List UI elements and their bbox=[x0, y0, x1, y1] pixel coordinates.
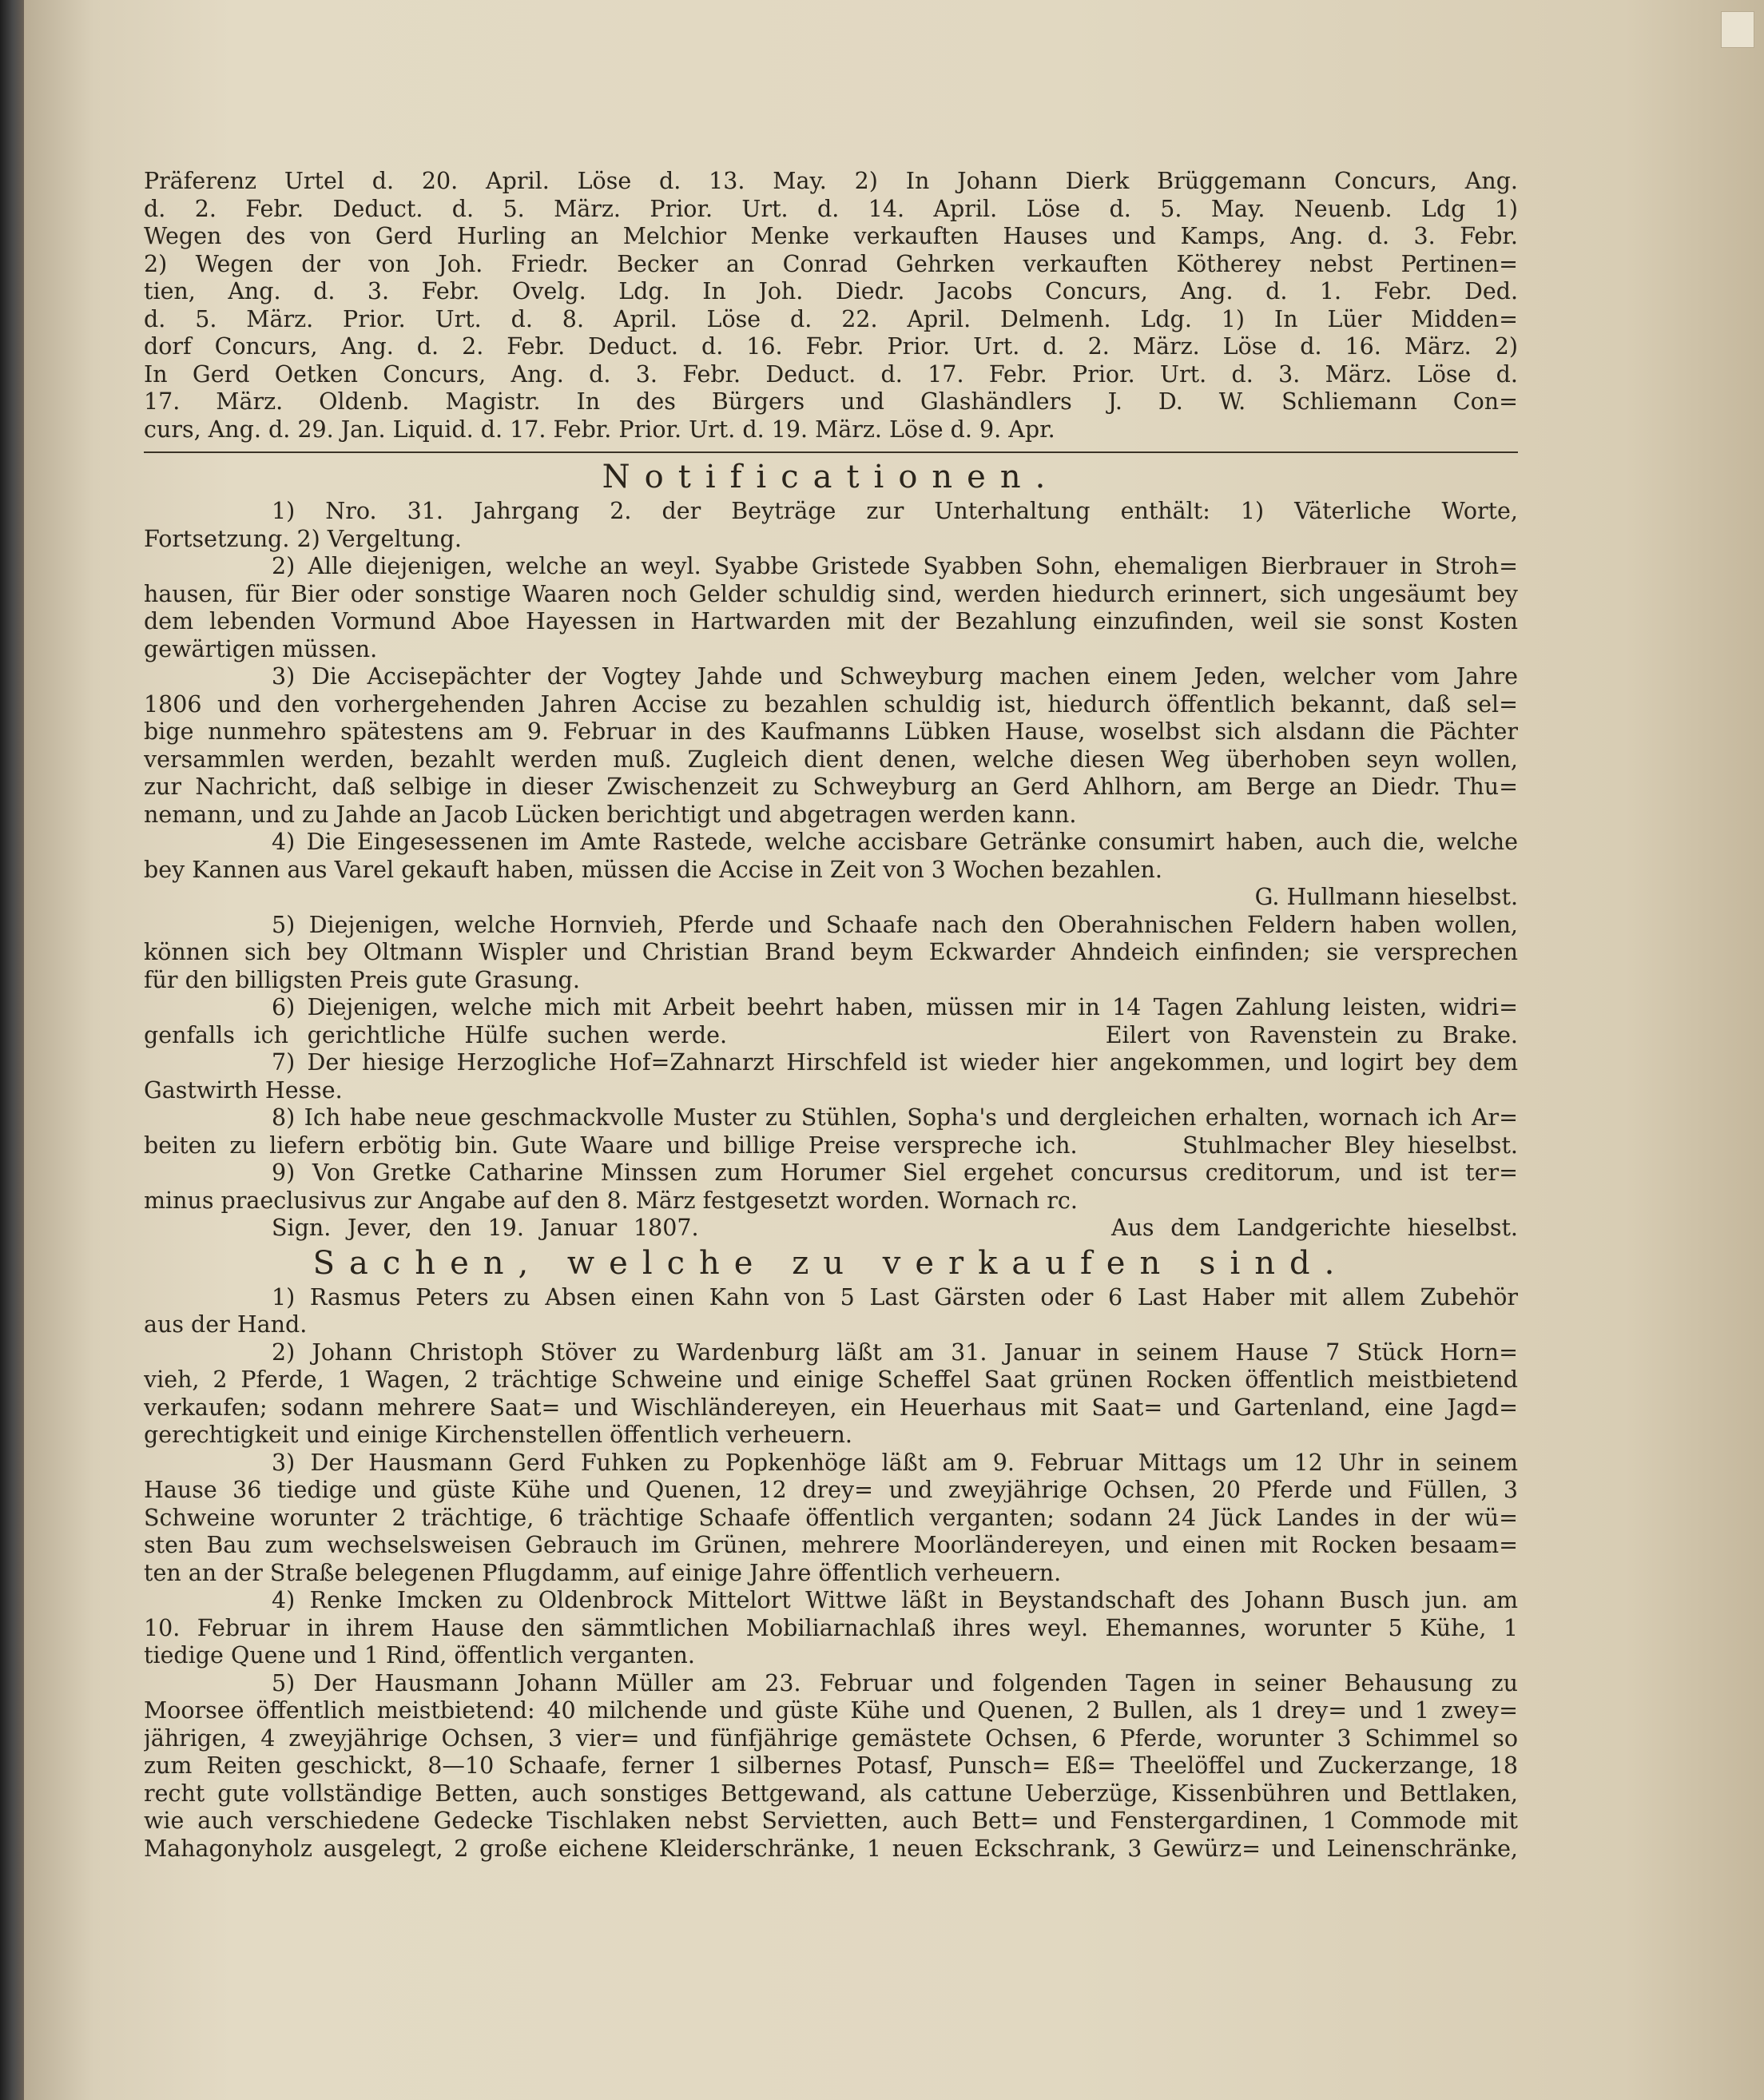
text-line: sten Bau zum wechselsweisen Gebrauch im Grünen, mehrere Moorländereyen, und einen mit Rocken besaam= bbox=[144, 1532, 1518, 1558]
text-line: 1806 und den vorhergehenden Jahren Accise zu bezahlen schuldig ist, hiedurch öffentlich bekannt, daß sel= bbox=[144, 690, 1518, 718]
text-line: 6) Diejenigen, welche mich mit Arbeit beehrt haben, müssen mir in 14 Tagen Zahlung leisten, widri= bbox=[272, 994, 1518, 1020]
text-line: vieh, 2 Pferde, 1 Wagen, 2 trächtige Schweine und einige Scheffel Saat grünen Rocken öffentlich meistbietend bbox=[144, 1366, 1518, 1393]
page-text bbox=[144, 168, 1518, 1863]
text-line: wie auch verschiedene Gedecke Tischlaken nebst Servietten, auch Bett= und Fenstergardinen, 1 Commode mit bbox=[144, 1808, 1518, 1834]
heading-notifications: Notificationen. bbox=[602, 459, 1060, 495]
section-divider bbox=[144, 451, 1518, 453]
book-spine bbox=[0, 0, 24, 2100]
text-line: Fortsetzung. 2) Vergeltung. bbox=[144, 525, 462, 552]
text-line: gerechtigkeit und einige Kirchenstellen öffentlich verheuern. bbox=[144, 1422, 852, 1448]
text-line: Gastwirth Hesse. bbox=[144, 1076, 343, 1104]
text-line: minus praeclusivus zur Angabe auf den 8. März festgesetzt worden. Wornach rc. bbox=[144, 1187, 1078, 1214]
text-line: jährigen, 4 zweyjährige Ochsen, 3 vier= und fünfjährige gemästete Ochsen, 6 Pferde, worunter 3 Schimmel so bbox=[144, 1724, 1518, 1752]
text-line: Mahagonyholz ausgelegt, 2 große eichene Kleiderschränke, 1 neuen Eckschrank, 3 Gewürz= und Leinenschränke, bbox=[144, 1835, 1518, 1862]
text-line: gewärtigen müssen. bbox=[144, 635, 378, 662]
court-notices-block bbox=[144, 168, 1518, 443]
text-line: Wegen des von Gerd Hurling an Melchior Menke verkauften Hauses und Kamps, Ang. d. 3. Febr. bbox=[144, 223, 1518, 249]
text-line: 3) Der Hausmann Gerd Fuhken zu Popkenhöge läßt am 9. Februar Mittags um 12 Uhr in seinem bbox=[272, 1449, 1518, 1476]
text-line: Sign. Jever, den 19. Januar 1807. Aus dem Landgerichte hieselbst. bbox=[272, 1215, 1518, 1241]
text-line: hausen, für Bier oder sonstige Waaren noch Gelder schuldig sind, werden hiedurch erinnert, sich ungesäumt bey bbox=[144, 580, 1518, 607]
text-line: 8) Ich habe neue geschmackvolle Muster zu Stühlen, Sopha's und dergleichen erhalten, wornach ich Ar= bbox=[272, 1104, 1518, 1131]
text-line: 4) Renke Imcken zu Oldenbrock Mittelort Wittwe läßt in Beystandschaft des Johann Busch jun. am bbox=[272, 1587, 1518, 1613]
text-line: 9) Von Gretke Catharine Minssen zum Horumer Siel ergehet concursus creditorum, und ist ter= bbox=[272, 1159, 1518, 1186]
text-line: aus der Hand. bbox=[144, 1311, 308, 1338]
text-line: Präferenz Urtel d. 20. April. Löse d. 13. May. 2) In Johann Dierk Brüggemann Concurs, Ang. bbox=[144, 168, 1518, 194]
text-line: 5) Diejenigen, welche Hornvieh, Pferde und Schaafe nach den Oberahnischen Feldern haben wollen, bbox=[272, 911, 1518, 938]
heading-sales: Sachen, welche zu verkaufen sind. bbox=[312, 1244, 1349, 1282]
sales-section bbox=[144, 1284, 1518, 1863]
text-line: bey Kannen aus Varel gekauft haben, müssen die Accise in Zeit von 3 Wochen bezahlen. bbox=[144, 856, 1162, 883]
text-line: tiedige Quene und 1 Rind, öffentlich verganten. bbox=[144, 1642, 695, 1668]
text-line: d. 2. Febr. Deduct. d. 5. März. Prior. Urt. d. 14. April. Löse d. 5. May. Neuenb. Ldg 1) bbox=[144, 195, 1518, 222]
text-line: bige nunmehro spätestens am 9. Februar in des Kaufmanns Lübken Hause, woselbst sich alsdann die Pächter bbox=[144, 718, 1518, 745]
text-line: 1) Rasmus Peters zu Absen einen Kahn von 5 Last Gärsten oder 6 Last Haber mit allem Zubehör bbox=[272, 1283, 1518, 1311]
text-line: 3) Die Accisepächter der Vogtey Jahde und Schweyburg machen einem Jeden, welcher vom Jahre bbox=[272, 663, 1518, 690]
text-line: ten an der Straße belegenen Pflugdamm, auf einige Jahre öffentlich verheuern. bbox=[144, 1559, 1062, 1586]
text-line: 5) Der Hausmann Johann Müller am 23. Februar und folgenden Tagen in seiner Behausung zu bbox=[272, 1669, 1518, 1696]
text-line: 2) Wegen der von Joh. Friedr. Becker an Conrad Gehrken verkauften Kötherey nebst Pertinen= bbox=[144, 250, 1518, 277]
text-line: d. 5. März. Prior. Urt. d. 8. April. Löse d. 22. April. Delmenh. Ldg. 1) In Lüer Midden= bbox=[144, 305, 1518, 332]
text-line: Hause 36 tiedige und güste Kühe und Quenen, 12 drey= und zweyjährige Ochsen, 20 Pferde und Füllen, 3 bbox=[144, 1477, 1518, 1503]
text-line: curs, Ang. d. 29. Jan. Liquid. d. 17. Febr. Prior. Urt. d. 19. März. Löse d. 9. Apr. bbox=[144, 416, 1055, 443]
text-line: 4) Die Eingesessenen im Amte Rastede, welche accisbare Getränke consumirt haben, auch die, welche bbox=[272, 829, 1518, 855]
text-line: 2) Johann Christoph Stöver zu Wardenburg läßt am 31. Januar in seinem Hause 7 Stück Horn= bbox=[272, 1338, 1518, 1366]
text-line: beiten zu liefern erbötig bin. Gute Waare und billige Preise verspreche ich. Stuhlmacher Bley hieselbst. bbox=[144, 1132, 1518, 1159]
text-line: 10. Februar in ihrem Hause den sämmtlichen Mobiliarnachlaß ihres weyl. Ehemannes, worunter 5 Kühe, 1 bbox=[144, 1614, 1518, 1641]
text-line: 17. März. Oldenb. Magistr. In des Bürgers und Glashändlers J. D. W. Schliemann Con= bbox=[144, 388, 1518, 415]
text-line: G. Hullmann hieselbst. bbox=[1254, 884, 1518, 910]
text-line: versammlen werden, bezahlt werden muß. Zugleich dient denen, welche diesen Weg überhoben seyn wollen, bbox=[144, 746, 1518, 773]
text-line: zum Reiten geschickt, 8—10 Schaafe, ferner 1 silbernes Potasf, Punsch= Eß= Theelöffel und Zuckerzange, 18 bbox=[144, 1752, 1518, 1779]
text-line: 2) Alle diejenigen, welche an weyl. Syabbe Gristede Syabben Sohn, ehemaligen Bierbrauer in Stroh= bbox=[272, 553, 1518, 579]
document-page bbox=[24, 0, 1764, 2100]
text-line: zur Nachricht, daß selbige in dieser Zwischenzeit zu Schweyburg an Gerd Ahlhorn, am Berge an Diedr. Thu= bbox=[144, 774, 1518, 800]
text-line: 1) Nro. 31. Jahrgang 2. der Beyträge zur Unterhaltung enthält: 1) Väterliche Worte, bbox=[272, 498, 1518, 524]
page-tab-marker bbox=[1721, 11, 1754, 48]
text-line: nemann, und zu Jahde an Jacob Lücken berichtigt und abgetragen werden kann. bbox=[144, 801, 1077, 828]
text-line: Moorsee öffentlich meistbietend: 40 milchende und güste Kühe und Quenen, 2 Bullen, als 1 drey= und 1 zwey= bbox=[144, 1697, 1518, 1724]
text-line: 7) Der hiesige Herzogliche Hof=Zahnarzt Hirschfeld ist wieder hier angekommen, und logirt bey dem bbox=[272, 1049, 1518, 1076]
text-line: dem lebenden Vormund Aboe Hayessen in Hartwarden mit der Bezahlung einzufinden, weil sie sonst Kosten bbox=[144, 608, 1518, 634]
text-line: Schweine worunter 2 trächtige, 6 trächtige Schaafe öffentlich verganten; sodann 24 Jück Landes in der wü= bbox=[144, 1504, 1518, 1531]
notifications-section bbox=[144, 498, 1518, 1243]
text-line: verkaufen; sodann mehrere Saat= und Wischländereyen, ein Heuerhaus mit Saat= und Gartenland, eine Jagd= bbox=[144, 1394, 1518, 1421]
text-line: tien, Ang. d. 3. Febr. Ovelg. Ldg. In Joh. Diedr. Jacobs Concurs, Ang. d. 1. Febr. Ded. bbox=[144, 278, 1518, 304]
text-line: recht gute vollständige Betten, auch sonstiges Bettgewand, als cattune Ueberzüge, Kissenbühren und Bettlaken, bbox=[144, 1780, 1518, 1807]
text-line: dorf Concurs, Ang. d. 2. Febr. Deduct. d. 16. Febr. Prior. Urt. d. 2. März. Löse d. 16. März. 2) bbox=[144, 333, 1518, 360]
text-line: In Gerd Oetken Concurs, Ang. d. 3. Febr. Deduct. d. 17. Febr. Prior. Urt. d. 3. März. Löse d. bbox=[144, 360, 1518, 388]
text-line: für den billigsten Preis gute Grasung. bbox=[144, 966, 580, 993]
text-line: genfalls ich gerichtliche Hülfe suchen werde. Eilert von Ravenstein zu Brake. bbox=[144, 1021, 1518, 1048]
text-line: können sich bey Oltmann Wispler und Christian Brand beym Eckwarder Ahndeich einfinden; sie versprechen bbox=[144, 939, 1518, 965]
